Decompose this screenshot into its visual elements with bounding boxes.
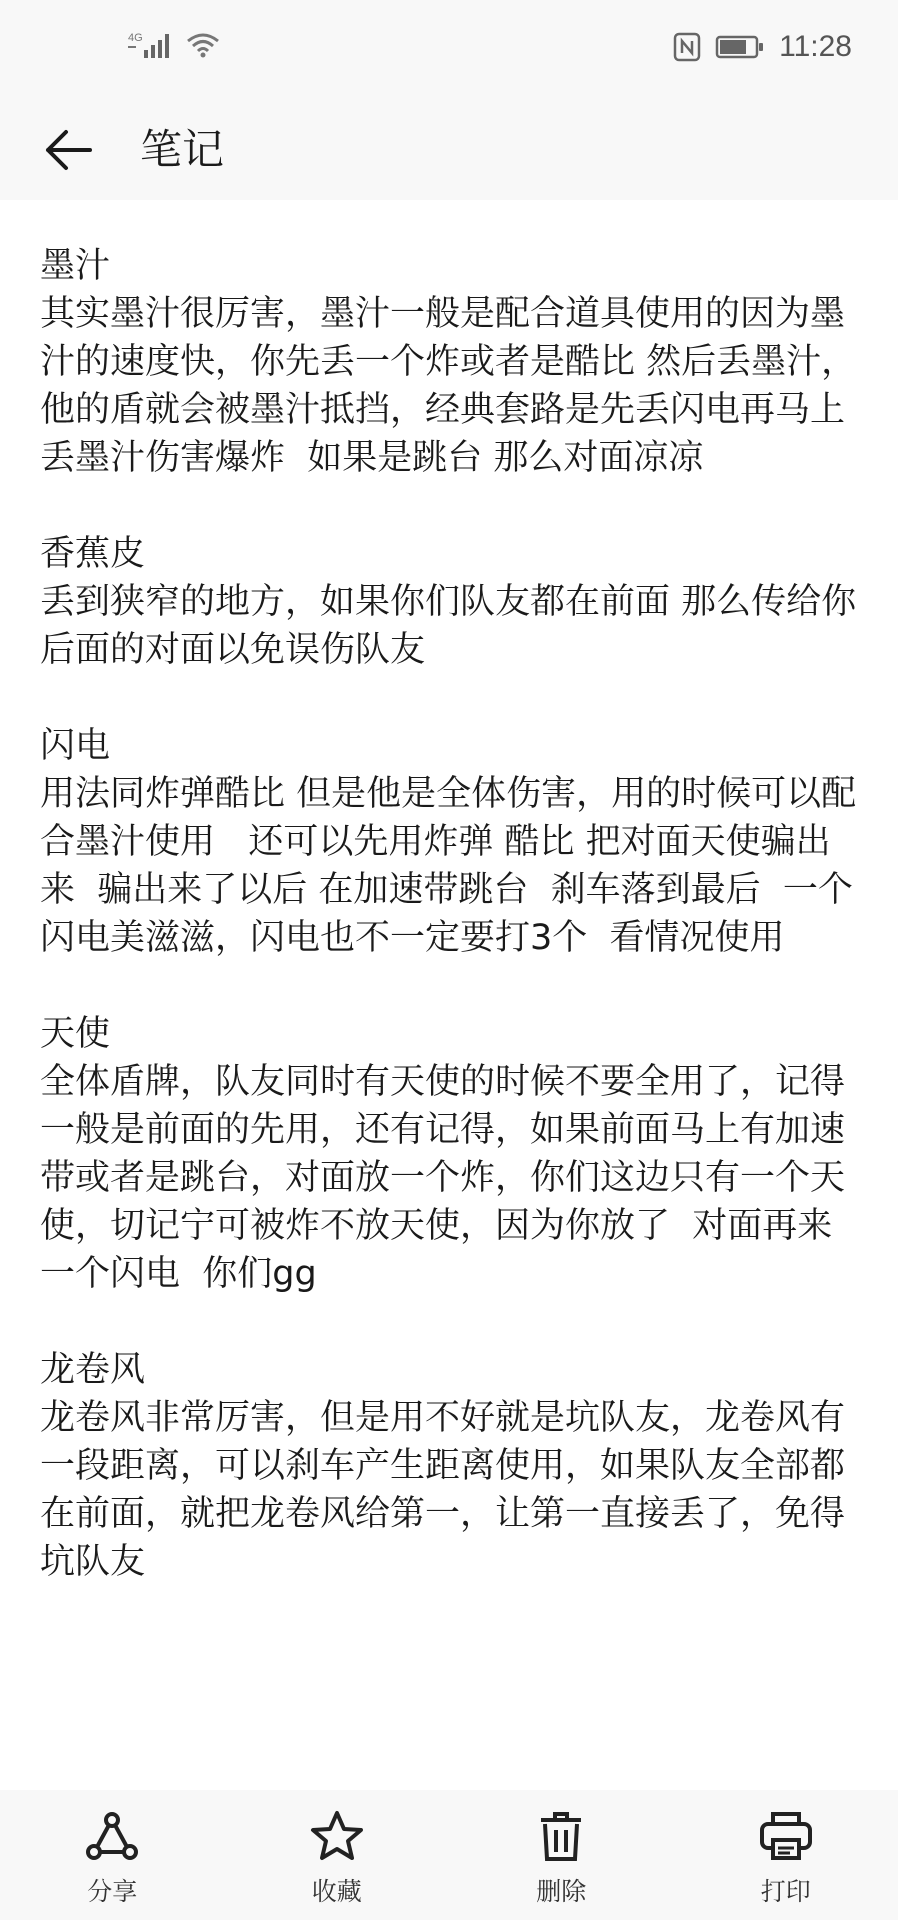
note-content[interactable] bbox=[40, 242, 860, 1634]
section-title: 龙卷风 bbox=[40, 1350, 146, 1390]
section-body: 龙卷风非常厉害，但是用不好就是坑队友，龙卷风有一段距离，可以刹车产生距离使用，如果队友全部都在前面，就把龙卷风给第一，让第一直接丢了，免得坑队友 bbox=[40, 1398, 846, 1582]
section-title: 闪电 bbox=[40, 726, 111, 766]
status-right bbox=[673, 30, 852, 64]
app-header bbox=[0, 100, 898, 200]
star-icon bbox=[309, 1810, 365, 1862]
note-section-ink bbox=[40, 242, 860, 482]
wifi-icon bbox=[186, 31, 220, 59]
network-type-label: 4G bbox=[128, 32, 143, 44]
print-label: 打印 bbox=[760, 1877, 811, 1906]
note-section-lightning bbox=[40, 722, 860, 962]
section-title: 香蕉皮 bbox=[40, 534, 146, 574]
bottom-toolbar bbox=[0, 1790, 898, 1920]
delete-label: 删除 bbox=[536, 1877, 587, 1906]
battery-icon bbox=[715, 33, 765, 61]
nfc-icon bbox=[673, 32, 701, 62]
section-body: 其实墨汁很厉害，墨汁一般是配合道具使用的因为墨汁的速度快，你先丢一个炸或者是酷比 然后丢墨汁，他的盾就会被墨汁抵挡，经典套路是先丢闪电再马上丢墨汁伤害爆炸 如果是跳台 那么对面凉凉 bbox=[40, 294, 857, 478]
note-section-tornado bbox=[40, 1346, 860, 1586]
section-title: 墨汁 bbox=[40, 246, 111, 286]
share-label: 分享 bbox=[87, 1877, 138, 1906]
note-section-banana-peel bbox=[40, 530, 860, 674]
note-section-angel bbox=[40, 1010, 860, 1298]
status-bar bbox=[0, 0, 898, 100]
clock: 11:28 bbox=[779, 30, 852, 63]
section-body: 用法同炸弹酷比 但是他是全体伤害，用的时候可以配合墨汁使用 还可以先用炸弹 酷比 把对面天使骗出来 骗出来了以后 在加速带跳台 刹车落到最后 一个闪电美滋滋，闪电也不一定要打3个 看情况使用 bbox=[40, 774, 857, 958]
section-body: 丢到狭窄的地方，如果你们队友都在前面 那么传给你后面的对面以免误伤队友 bbox=[40, 582, 857, 670]
arrow-left-icon bbox=[44, 128, 92, 172]
back-button[interactable] bbox=[38, 120, 98, 180]
cellular-signal-icon bbox=[128, 30, 174, 60]
trash-icon bbox=[533, 1810, 589, 1862]
section-body: 全体盾牌，队友同时有天使的时候不要全用了，记得一般是前面的先用，还有记得，如果前面马上有加速带或者是跳台，对面放一个炸，你们这边只有一个天使，切记宁可被炸不放天使，因为你放了 对面再来一个闪电 你们gg bbox=[40, 1062, 846, 1294]
share-button[interactable] bbox=[12, 1790, 212, 1908]
favorite-label: 收藏 bbox=[311, 1877, 362, 1906]
printer-icon bbox=[758, 1810, 814, 1862]
page-title: 笔记 bbox=[140, 125, 225, 174]
share-icon bbox=[84, 1810, 140, 1862]
favorite-button[interactable] bbox=[237, 1790, 437, 1908]
status-left bbox=[128, 30, 220, 60]
section-title: 天使 bbox=[40, 1014, 111, 1054]
delete-button[interactable] bbox=[461, 1790, 661, 1908]
print-button[interactable] bbox=[686, 1790, 886, 1908]
